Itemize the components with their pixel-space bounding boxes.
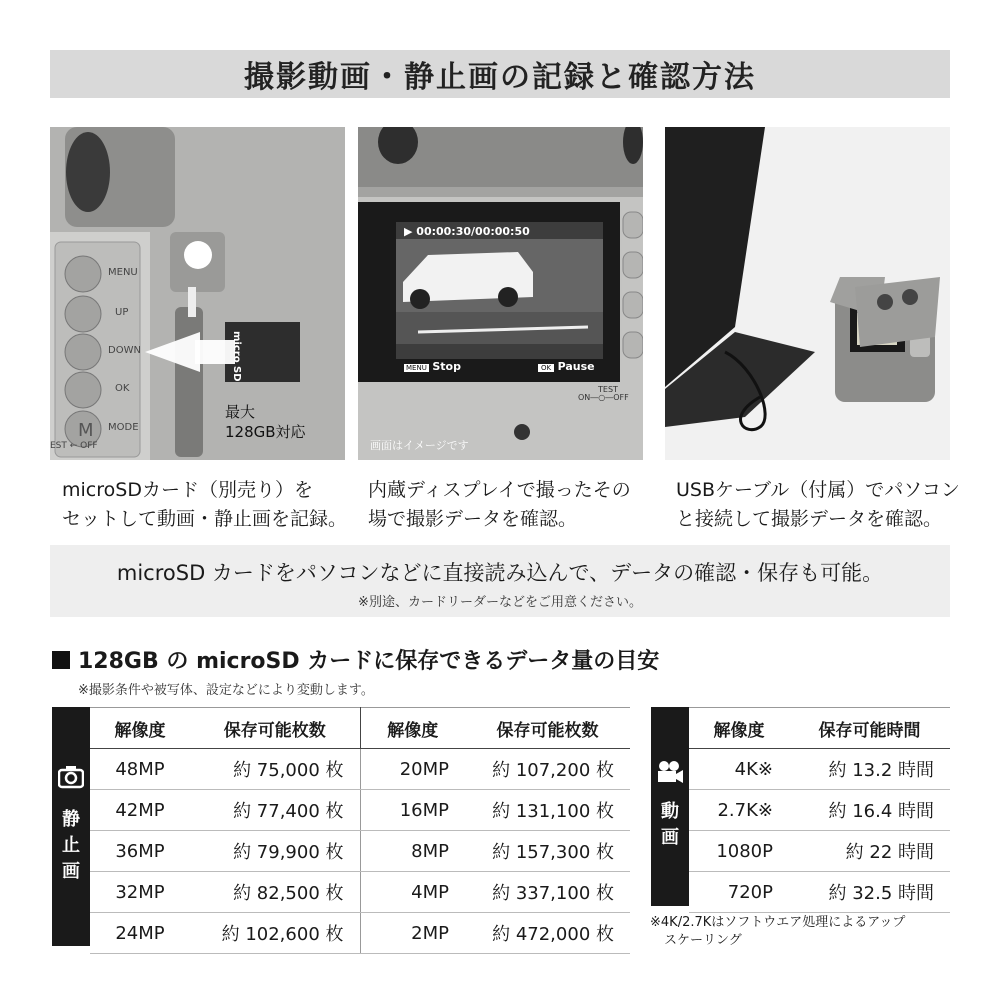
button-label-mode: MODE [108, 422, 139, 433]
max-capacity-label [225, 402, 306, 442]
info-main-text: microSD カードをパソコンなどに直接読み込んで、データの確認・保存も可能。 [116, 561, 884, 585]
side-char-2: 画 [661, 827, 679, 848]
info-note-text: ※別途、カードリーダーなどをご用意ください。 [358, 595, 642, 610]
header-resolution-1: 解像度 [90, 708, 190, 749]
table-cell: 2.7K※ [689, 790, 789, 831]
side-char-1: 動 [661, 801, 679, 822]
table-row [90, 872, 630, 913]
still-table-body [90, 749, 630, 954]
table-cell: 約 32.5 時間 [789, 872, 950, 913]
caption-microsd [62, 476, 347, 534]
timecode-text: 00:00:30/00:00:50 [416, 225, 530, 238]
info-box [50, 545, 950, 617]
camera-icon [58, 765, 84, 789]
caption-usb-line1: USBケーブル（付属）でパソコン [676, 479, 960, 501]
camera-display-illustration [358, 127, 643, 460]
table-cell: 2MP [360, 913, 465, 954]
table-cell: 約 22 時間 [789, 831, 950, 872]
table-cell: 1080P [689, 831, 789, 872]
caption-usb-line2: と接続して撮影データを確認。 [676, 508, 943, 530]
table-cell: 32MP [90, 872, 190, 913]
table-cell: 約 82,500 枚 [190, 872, 360, 913]
laptop-usb-illustration [665, 127, 950, 460]
caption-usb [676, 476, 960, 534]
footnote-line1: ※4K/2.7Kはソフトウエア処理によるアップ [650, 915, 906, 930]
table-cell: 4MP [360, 872, 465, 913]
page-title: 撮影動画・静止画の記録と確認方法 [244, 60, 756, 95]
table-row [90, 790, 630, 831]
title-banner [50, 50, 950, 98]
table-row [689, 749, 950, 790]
table-cell: 720P [689, 872, 789, 913]
caption-display-line1: 内蔵ディスプレイで撮ったその [368, 479, 631, 501]
side-char-1: 静 [62, 809, 80, 830]
table-row [90, 831, 630, 872]
menu-key-label: MENU [406, 364, 427, 372]
microsd-card-label: micro SD [231, 331, 242, 382]
table-cell: 約 16.4 時間 [789, 790, 950, 831]
caption-display [368, 476, 631, 534]
movie-footnote [650, 914, 970, 950]
playback-timecode: ▶ 00:00:30/00:00:50 [404, 225, 530, 238]
table-cell: 16MP [360, 790, 465, 831]
table-cell: 約 13.2 時間 [789, 749, 950, 790]
table-row [689, 790, 950, 831]
still-capacity-table [90, 707, 630, 954]
header-resolution: 解像度 [689, 708, 789, 749]
movie-side-label [651, 707, 689, 906]
button-label-ok: OK [115, 383, 130, 394]
table-cell: 8MP [360, 831, 465, 872]
stop-control [404, 360, 461, 373]
test-label: TEST [598, 385, 618, 394]
table-row [90, 913, 630, 954]
table-row [90, 749, 630, 790]
header-capacity-2: 保存可能枚数 [465, 708, 630, 749]
movie-table-body [689, 749, 950, 913]
section-note: ※撮影条件や被写体、設定などにより変動します。 [78, 683, 374, 698]
table-cell: 約 337,100 枚 [465, 872, 630, 913]
header-resolution-2: 解像度 [360, 708, 465, 749]
table-cell: 約 79,900 枚 [190, 831, 360, 872]
max-label-line1: 最大 [225, 403, 256, 421]
pause-label: Pause [557, 360, 595, 373]
table-cell: 約 131,100 枚 [465, 790, 630, 831]
table-cell: 42MP [90, 790, 190, 831]
table-cell: 約 102,600 枚 [190, 913, 360, 954]
pause-control [538, 360, 595, 373]
button-label-menu: MENU [108, 267, 138, 278]
button-label-up: UP [115, 307, 129, 318]
table-cell: 約 75,000 枚 [190, 749, 360, 790]
table-cell: 約 107,200 枚 [465, 749, 630, 790]
side-char-3: 画 [62, 861, 80, 882]
still-image-side-label [52, 707, 90, 946]
video-camera-icon [656, 760, 684, 784]
table-header-row [689, 708, 950, 749]
stop-label: Stop [432, 360, 461, 373]
table-cell: 4K※ [689, 749, 789, 790]
max-label-line2: 128GB対応 [225, 423, 306, 441]
table-cell: 48MP [90, 749, 190, 790]
caption-microsd-line1: microSDカード（別売り）を [62, 479, 313, 501]
table-cell: 約 472,000 枚 [465, 913, 630, 954]
table-cell: 36MP [90, 831, 190, 872]
image-note: 画面はイメージです [370, 439, 469, 452]
movie-capacity-table [689, 707, 950, 913]
header-capacity-1: 保存可能枚数 [190, 708, 360, 749]
photo-built-in-display [358, 127, 643, 460]
table-cell: 約 157,300 枚 [465, 831, 630, 872]
header-duration: 保存可能時間 [789, 708, 950, 749]
caption-microsd-line2: セットして動画・静止画を記録。 [62, 508, 348, 530]
photo-usb-laptop [665, 127, 950, 460]
section-heading-text: 128GB の microSD カードに保存できるデータ量の目安 [78, 649, 660, 674]
table-row [689, 872, 950, 913]
ok-key-label: OK [538, 364, 554, 372]
heading-square-icon [52, 651, 70, 669]
on-off-switch-label: ON―○―OFF [578, 393, 629, 402]
table-header-row [90, 708, 630, 749]
test-off-label: EST ← OFF [50, 441, 98, 451]
caption-display-line2: 場で撮影データを確認。 [368, 508, 578, 530]
table-cell: 20MP [360, 749, 465, 790]
side-char-2: 止 [62, 835, 80, 856]
photo-microsd-slot [50, 127, 345, 460]
svg-text:M: M [78, 420, 94, 441]
footnote-line2: スケーリング [664, 933, 742, 948]
table-cell: 約 77,400 枚 [190, 790, 360, 831]
table-cell: 24MP [90, 913, 190, 954]
table-row [689, 831, 950, 872]
section-heading [52, 644, 659, 675]
button-label-down: DOWN [108, 345, 141, 356]
